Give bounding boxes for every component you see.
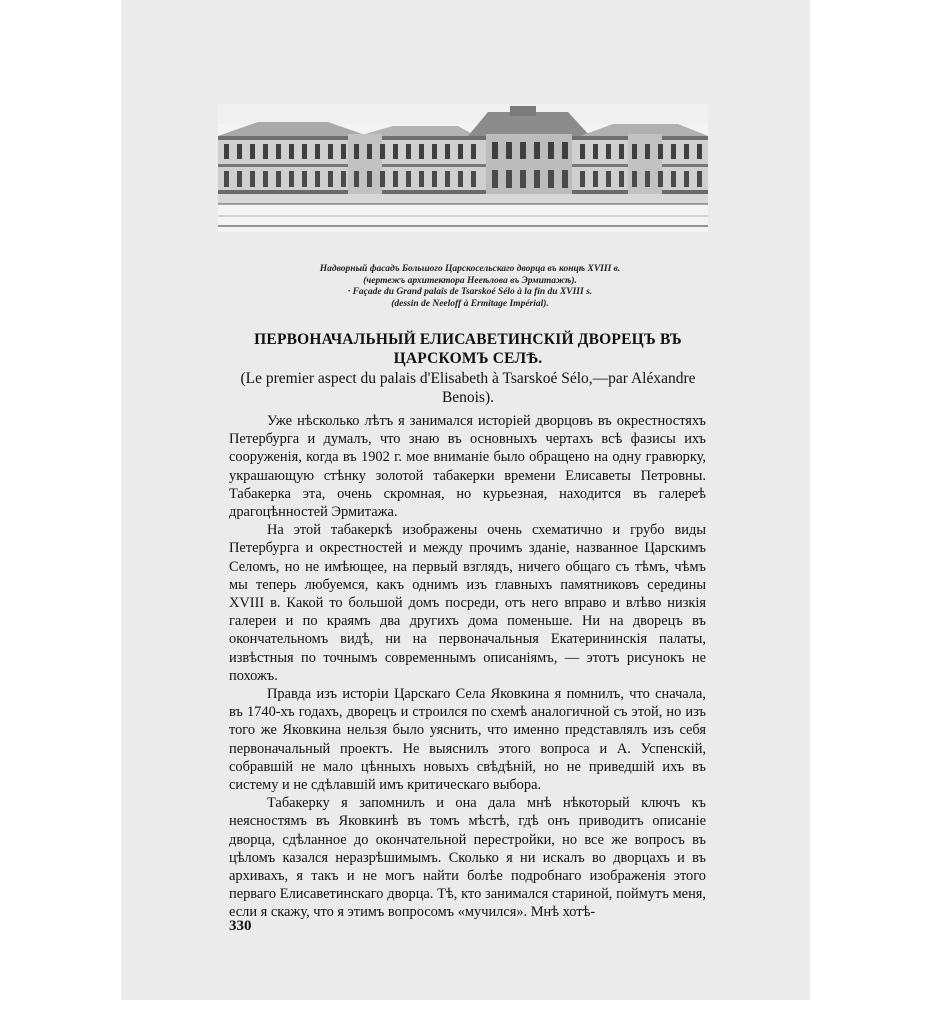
caption-french-line-2: (dessin de Neeloff à Ermitage Impérial). — [391, 298, 549, 309]
paragraph: Уже нѣсколько лѣтъ я занимался исторіей дворцовъ въ окрестностяхъ Петербурга и думалъ, что знаю въ основныхъ чертахъ всѣ фазисы ихъ сооруженія, когда въ 1902 г. мое вниманіе было обращено на одну гравюрку, украшающую стѣнку золотой табакерки времени Елисаветы Петровны. Табакерка эта, очень скромная, но курьезная, находится въ галереѣ драгоцѣнностей Эрмитажа. — [229, 413, 706, 521]
article-title: ПЕРВОНАЧАЛЬНЫЙ ЕЛИСАВЕТИНСКІЙ ДВОРЕЦЪ ВЪ ЦАРСКОМЪ СЕЛѢ. — [254, 331, 682, 367]
illustration-caption — [260, 264, 680, 310]
article-body — [229, 412, 706, 922]
palace-facade-engraving — [218, 104, 708, 232]
article-subtitle: (Le premier aspect du palais d'Elisabeth à Tsarskoé Sélo,—par Aléxandre Benois). — [240, 370, 696, 406]
paragraph: На этой табакеркѣ изображены очень схематично и грубо виды Петербурга и окрестностей и между прочимъ зданіе, названное Царскимъ Селомъ, но не имѣющее, на первый взглядъ, ничего общаго съ тѣмъ, чѣмъ мы теперь любуемся, какъ однимъ изъ главныхъ памятниковъ середины XVIII в. Какой то большой домъ посреди, отъ него вправо и влѣво низкія галереи и по краямъ два другихъ дома поменьше. Ни на дворецъ въ окончательномъ видѣ, ни на первоначальныя Екатерининскія палаты, извѣстныя по точнымъ современнымъ описаніямъ, — этотъ рисунокъ не похожъ. — [229, 522, 706, 684]
caption-french-line-1: · Façade du Grand palais de Tsarskoé Sélo à la fin du XVIII s. — [347, 287, 593, 297]
caption-russian-line-2: (чертежъ архитектора Нееѣлова въ Эрмитажѣ). — [363, 275, 577, 286]
caption-russian-line-1: Надворный фасадъ Большого Царскосельскаго дворца въ концѣ XVIII в. — [319, 264, 621, 274]
paragraph: Табакерку я запомнилъ и она дала мнѣ нѣкоторый ключъ къ неясностямъ въ Яковкинѣ въ томъ мѣстѣ, гдѣ онъ приводитъ описаніе дворца, сдѣланное до окончательной перестройки, но все же вопросъ въ цѣломъ казался неразрѣшимымъ. Сколько я ни искалъ во дворцахъ и въ архивахъ, я такъ и не могъ найти болѣе подробнаго изображенія этого перваго Елисаветинскаго дворца. Тѣ, кто занимался стариной, поймутъ меня, если я скажу, что я этимъ вопросомъ «мучился». Мнѣ хотѣ- — [229, 795, 706, 921]
page-number: 330 — [229, 918, 252, 934]
paragraph: Правда изъ исторіи Царскаго Села Яковкина я помнилъ, что сначала, въ 1740-хъ годахъ, дворецъ и строился по схемѣ аналогичной съ этой, но изъ того же Яковкина нельзя было уяснить, что именно представлялъ изъ себя первоначальный проектъ. Не выяснилъ этого вопроса и А. Успенскій, собравшій не мало цѣнныхъ новыхъ свѣдѣній, но не приведшій ихъ въ систему и не сдѣлавшій имъ критическаго выбора. — [229, 686, 706, 794]
